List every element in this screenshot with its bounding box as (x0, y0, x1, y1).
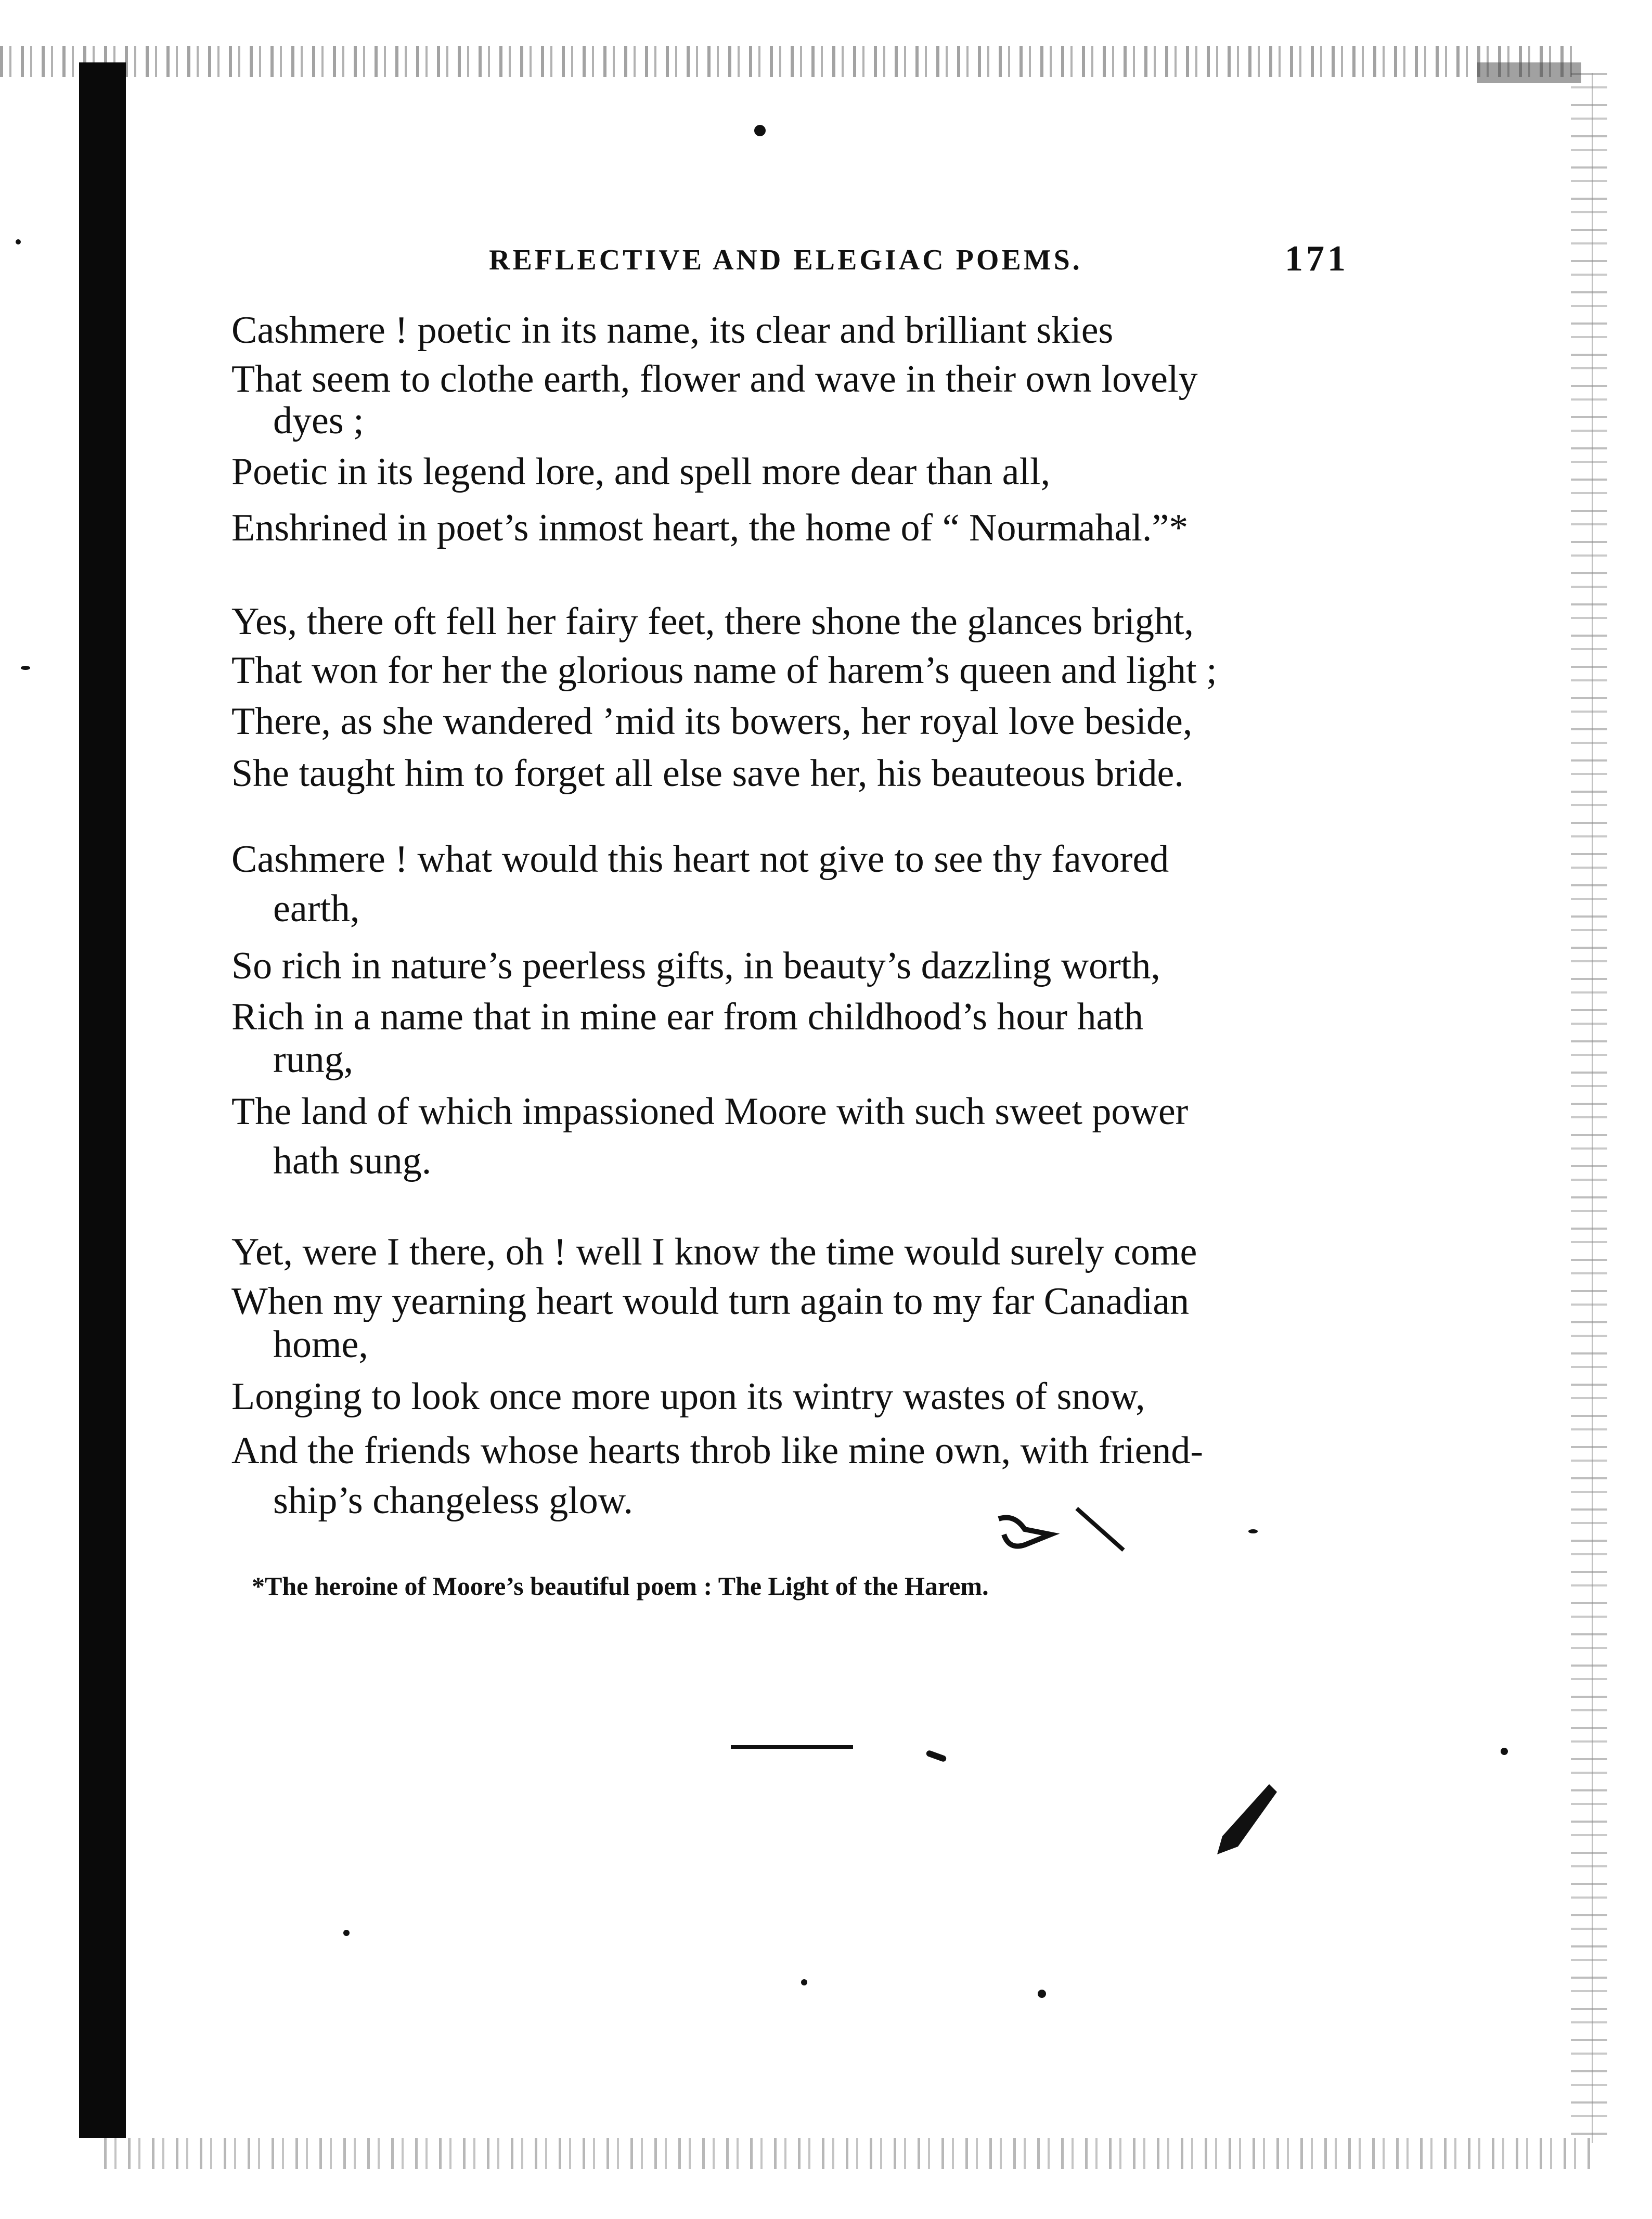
verse-line: That seem to clothe earth, flower and wave in their own lovely (231, 358, 1198, 401)
ink-speck (21, 666, 30, 670)
verse-line: rung, (273, 1038, 354, 1081)
verse-line: Poetic in its legend lore, and spell more dear than all, (231, 450, 1051, 493)
ink-speck (1038, 1990, 1046, 1998)
verse-line: ship’s changeless glow. (273, 1479, 633, 1522)
verse-line: When my yearning heart would turn again to my far Canadian (231, 1280, 1190, 1323)
verse-line: hath sung. (273, 1140, 432, 1182)
verse-line: There, as she wandered ’mid its bowers, her royal love beside, (231, 700, 1193, 743)
ink-scribble-mark (993, 1503, 1129, 1560)
page-bottom-edge-artifact (104, 2138, 1592, 2169)
ink-speck (1501, 1748, 1508, 1755)
verse-line: Rich in a name that in mine ear from childhood’s hour hath (231, 996, 1143, 1038)
ink-speck (801, 1979, 807, 1985)
verse-line: The land of which impassioned Moore with such sweet power (231, 1090, 1189, 1133)
verse-line: Longing to look once more upon its wintry wastes of snow, (231, 1375, 1145, 1418)
verse-line: Yet, were I there, oh ! well I know the time would surely come (231, 1231, 1197, 1273)
page-corner-artifact (1477, 62, 1581, 83)
page-right-edge-line (1592, 73, 1593, 2143)
ink-speck (1248, 1529, 1258, 1533)
ink-speck (754, 125, 766, 136)
verse-line: Yes, there oft fell her fairy feet, there shone the glances bright, (231, 600, 1194, 643)
verse-line: Cashmere ! poetic in its name, its clear and brilliant skies (231, 309, 1114, 352)
ink-speck (343, 1930, 350, 1936)
verse-line: And the friends whose hearts throb like mine own, with friend- (231, 1429, 1204, 1472)
running-title: REFLECTIVE AND ELEGIAC POEMS. (489, 244, 1082, 276)
footnote: *The heroine of Moore’s beautiful poem : The Light of the Harem. (252, 1571, 989, 1601)
end-rule (731, 1745, 853, 1749)
page-right-edge-artifact (1571, 73, 1607, 2143)
verse-line: That won for her the glorious name of harem’s queen and light ; (231, 649, 1217, 692)
page-number: 171 (1285, 239, 1349, 279)
page-top-edge-artifact (0, 46, 1581, 77)
verse-line: Cashmere ! what would this heart not give to see thy favored (231, 838, 1169, 881)
verse-line: So rich in nature’s peerless gifts, in beauty’s dazzling worth, (231, 945, 1160, 987)
ink-speck (925, 1750, 947, 1763)
ink-blot-mark (1207, 1779, 1280, 1857)
verse-line: earth, (273, 887, 360, 930)
ink-speck (16, 239, 21, 244)
binding-shadow (79, 62, 126, 2138)
verse-line: She taught him to forget all else save her, his beauteous bride. (231, 752, 1184, 795)
verse-line: Enshrined in poet’s inmost heart, the home of “ Nourmahal.”* (231, 507, 1189, 549)
verse-line: dyes ; (273, 399, 364, 442)
verse-line: home, (273, 1323, 368, 1366)
